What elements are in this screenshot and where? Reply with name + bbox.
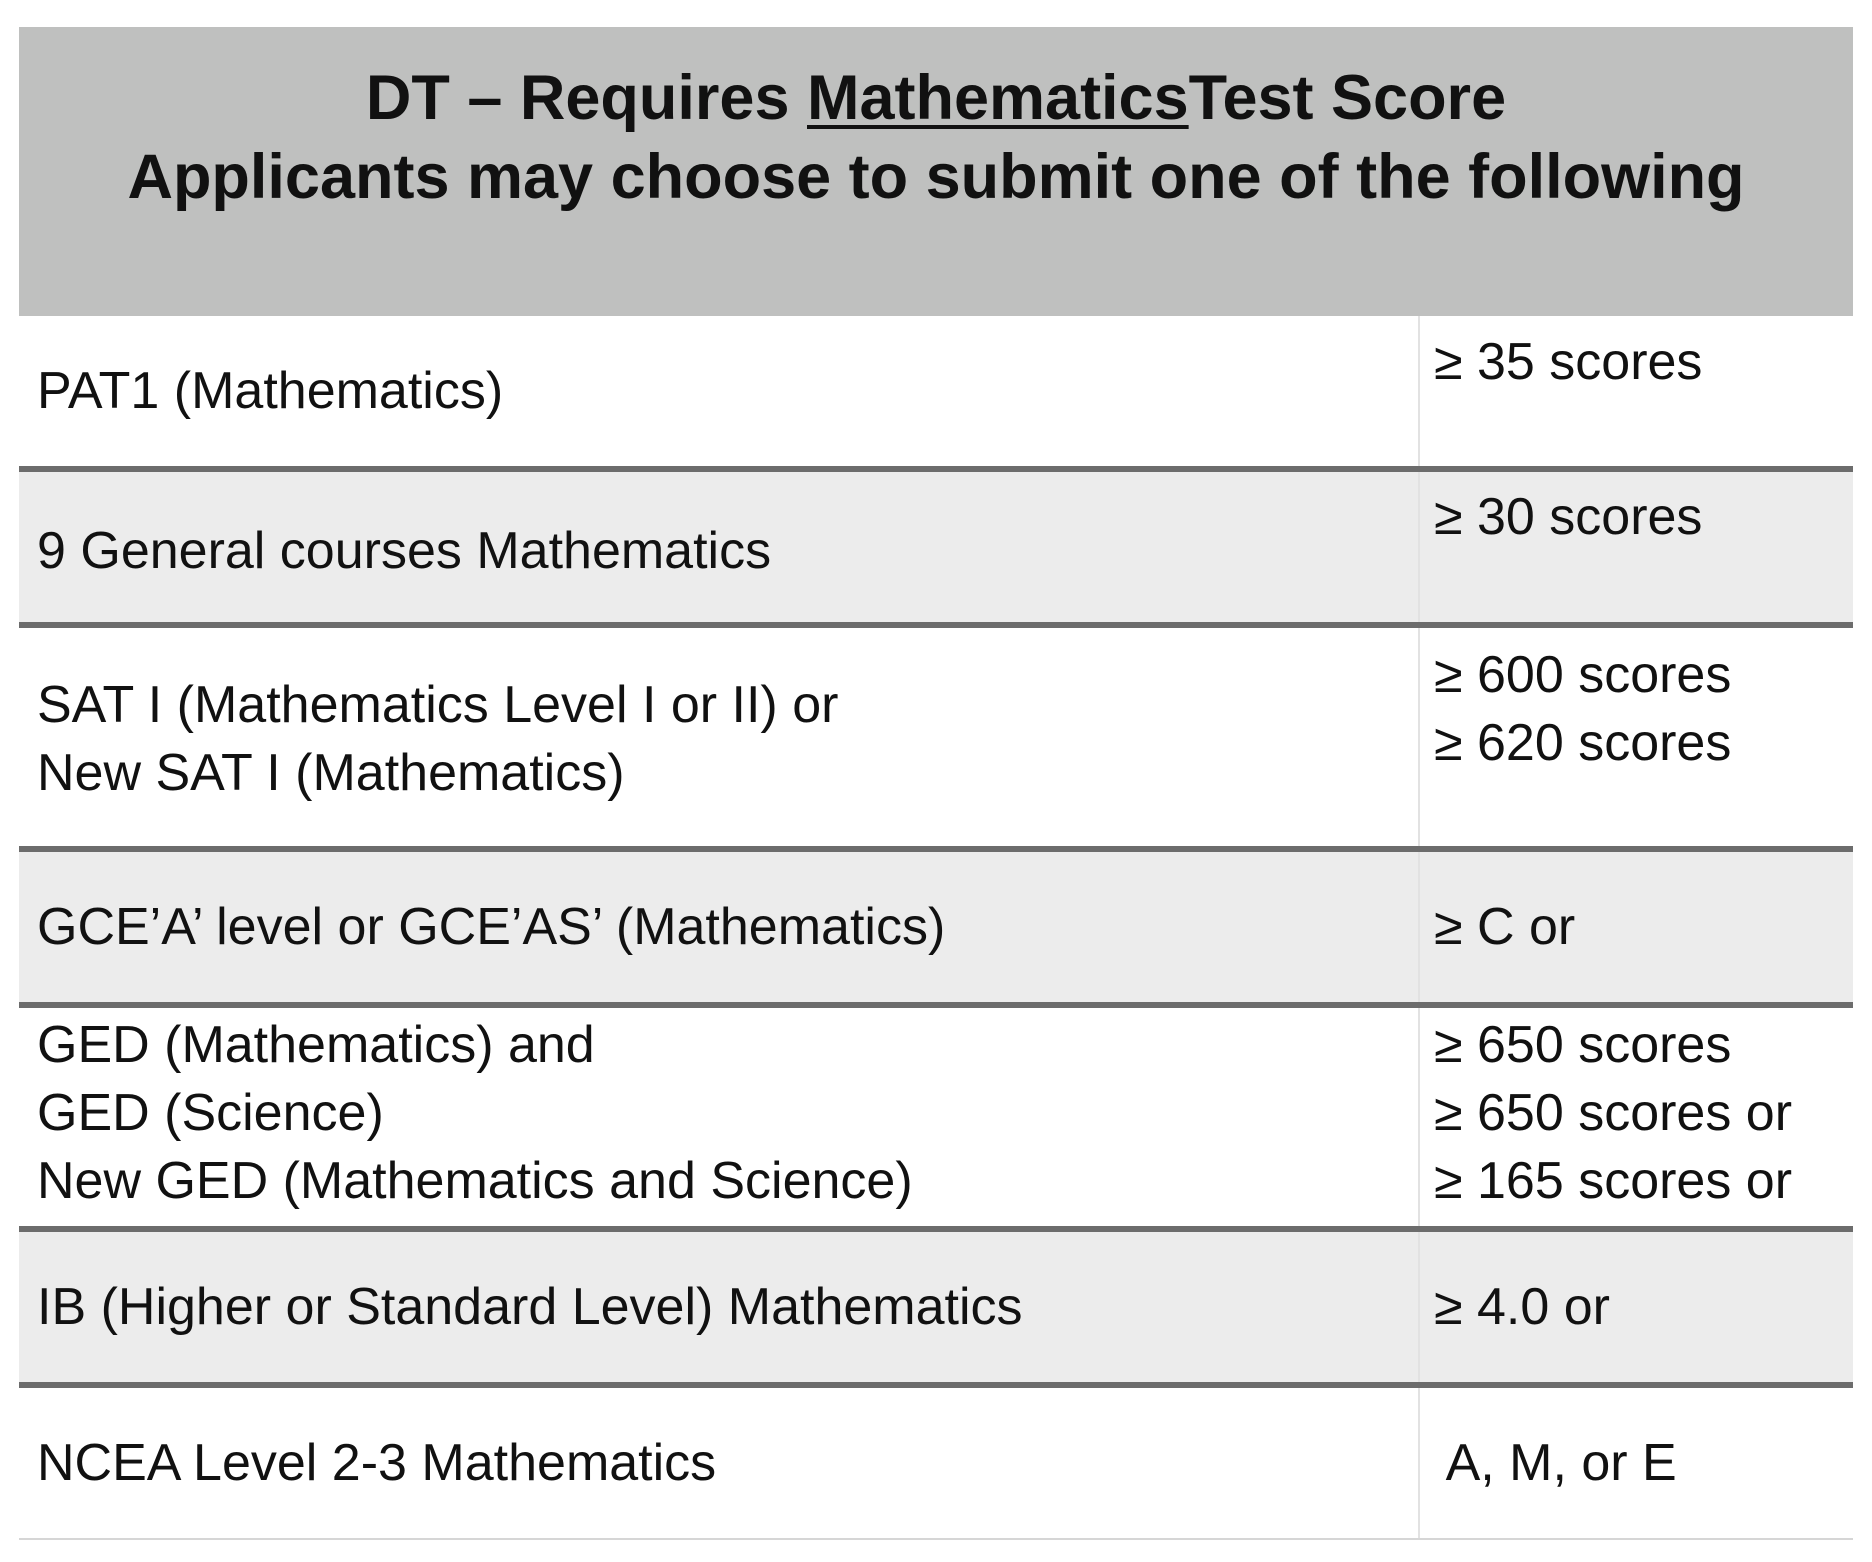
table-header [19,27,1853,316]
table-row [19,852,1853,1002]
requirement-cell [1420,1008,1853,1226]
test-name-line: New SAT I (Mathematics) [37,744,625,802]
test-name-cell [19,472,1420,622]
test-name-cell [19,852,1420,1002]
table-row [19,628,1853,846]
requirement-value: ≥ C or [1434,898,1576,956]
test-name: GCE’A’ level or GCE’AS’ (Mathematics) [37,898,946,956]
test-name-line: GED (Mathematics) and [37,1016,595,1074]
requirement-cell [1420,316,1853,466]
table-row [19,1008,1853,1226]
requirement-value: ≥ 650 scores [1434,1016,1732,1074]
requirement-cell [1420,1388,1853,1538]
requirement-value: ≥ 30 scores [1434,488,1703,546]
table-row [19,316,1853,466]
test-name: NCEA Level 2-3 Mathematics [37,1434,717,1492]
table-title [19,59,1853,138]
test-name: IB (Higher or Standard Level) Mathematics [37,1278,1023,1336]
test-name-line: New GED (Mathematics and Science) [37,1152,913,1210]
requirement-value: ≥ 35 scores [1434,333,1703,391]
title-underlined-subject: Mathematics [807,63,1189,133]
table-row [19,1388,1853,1538]
table-row [19,1232,1853,1382]
test-name-cell [19,1232,1420,1382]
test-name-cell [19,628,1420,846]
requirement-cell [1420,1232,1853,1382]
title-suffix: Test Score [1188,63,1507,133]
requirement-value: ≥ 620 scores [1434,714,1732,772]
requirement-cell [1420,852,1853,1002]
table-bottom-border [19,1538,1853,1540]
requirement-value: ≥ 600 scores [1434,646,1732,704]
table-subtitle: Applicants may choose to submit one of the following [127,142,1745,212]
test-name-cell [19,1388,1420,1538]
test-name-line: GED (Science) [37,1084,384,1142]
requirements-table [19,27,1853,1553]
table-row [19,472,1853,622]
requirement-value: ≥ 650 scores or [1434,1084,1793,1142]
requirement-cell [1420,628,1853,846]
test-name-cell [19,316,1420,466]
requirement-cell [1420,472,1853,622]
title-prefix: DT – Requires [365,63,807,133]
test-name-cell [19,1008,1420,1226]
test-name: PAT1 (Mathematics) [37,362,504,420]
requirement-value: ≥ 165 scores or [1434,1152,1793,1210]
requirement-value: ≥ 4.0 or [1434,1278,1610,1336]
test-name: 9 General courses Mathematics [37,522,772,580]
test-name-line: SAT I (Mathematics Level I or II) or [37,676,839,734]
requirement-value: A, M, or E [1434,1434,1677,1492]
